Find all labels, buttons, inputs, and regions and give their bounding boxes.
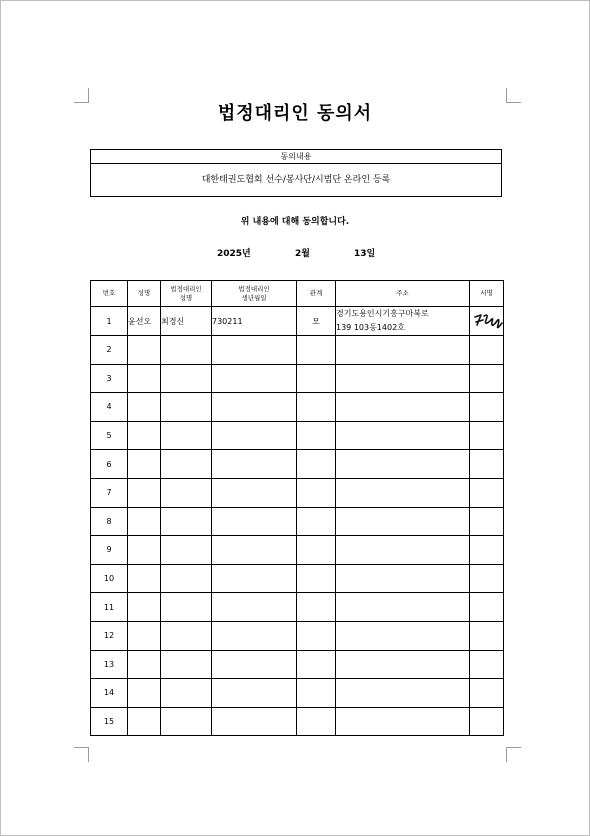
table-row (91, 593, 504, 622)
row-address (336, 564, 470, 593)
row-guardian-name (161, 707, 212, 736)
address-line1: 경기도용인시기흥구마북로 (336, 309, 429, 318)
row-guardian-name (161, 336, 212, 365)
table-row (91, 507, 504, 536)
row-number: 14 (91, 679, 128, 708)
table-row (91, 707, 504, 736)
row-guardian-birth (212, 507, 297, 536)
row-guardian-name (161, 507, 212, 536)
row-address (336, 393, 470, 422)
row-relation (297, 507, 336, 536)
row-relation (297, 593, 336, 622)
row-name (128, 336, 161, 365)
row-name (128, 650, 161, 679)
row-relation (297, 536, 336, 565)
row-number: 13 (91, 650, 128, 679)
row-signature (470, 593, 504, 622)
row-guardian-name (161, 393, 212, 422)
row-signature (470, 507, 504, 536)
row-address (336, 650, 470, 679)
row-address (336, 478, 470, 507)
guardian-table (90, 280, 504, 736)
row-signature (470, 564, 504, 593)
row-relation (297, 707, 336, 736)
row-name (128, 593, 161, 622)
row-signature (470, 650, 504, 679)
row-guardian-birth (212, 650, 297, 679)
consent-header: 동의내용 (91, 150, 501, 164)
row-guardian-birth (212, 336, 297, 365)
row-guardian-birth (212, 707, 297, 736)
row-number: 10 (91, 564, 128, 593)
row-address (336, 707, 470, 736)
row-relation (297, 336, 336, 365)
row-guardian-name: 최경신 (161, 307, 212, 336)
address-line2: 139 103동1402호 (336, 323, 405, 332)
row-number: 7 (91, 478, 128, 507)
row-guardian-birth: 730211 (212, 307, 297, 336)
row-guardian-birth (212, 421, 297, 450)
row-number: 2 (91, 336, 128, 365)
row-guardian-birth (212, 536, 297, 565)
row-number: 1 (91, 307, 128, 336)
header-address: 주소 (336, 281, 470, 307)
row-name (128, 621, 161, 650)
row-number: 4 (91, 393, 128, 422)
consent-box (90, 149, 502, 197)
row-guardian-birth (212, 478, 297, 507)
date-month: 2월 (295, 249, 310, 259)
consent-body: 대한태권도협회 선수/봉사단/시범단 온라인 등록 (201, 175, 391, 185)
row-signature (470, 450, 504, 479)
row-relation (297, 564, 336, 593)
row-guardian-name (161, 593, 212, 622)
row-guardian-birth (212, 564, 297, 593)
header-guardian-name (161, 281, 212, 307)
row-relation (297, 393, 336, 422)
row-number: 11 (91, 593, 128, 622)
table-row (91, 679, 504, 708)
crop-mark-bottom-right (506, 747, 521, 762)
row-number: 8 (91, 507, 128, 536)
header-guardian-birth-line2: 생년월일 (241, 293, 267, 302)
table-row (91, 364, 504, 393)
row-signature (470, 421, 504, 450)
row-guardian-birth (212, 679, 297, 708)
row-guardian-birth (212, 593, 297, 622)
table-row (91, 393, 504, 422)
row-address (336, 421, 470, 450)
row-guardian-birth (212, 393, 297, 422)
header-guardian-name-line1: 법정대리인 (170, 284, 202, 293)
header-name: 성명 (128, 281, 161, 307)
row-guardian-name (161, 364, 212, 393)
row-relation (297, 421, 336, 450)
row-signature (470, 336, 504, 365)
table-row (91, 478, 504, 507)
row-guardian-name (161, 621, 212, 650)
header-guardian-birth-line1: 법정대리인 (238, 284, 270, 293)
row-signature (470, 478, 504, 507)
row-guardian-name (161, 421, 212, 450)
row-number: 9 (91, 536, 128, 565)
row-address (336, 536, 470, 565)
row-relation (297, 679, 336, 708)
row-address (336, 307, 470, 336)
row-number: 12 (91, 621, 128, 650)
row-guardian-name (161, 679, 212, 708)
row-signature (470, 707, 504, 736)
row-signature (470, 679, 504, 708)
row-name (128, 536, 161, 565)
table-row (91, 621, 504, 650)
table-row (91, 307, 504, 336)
row-name (128, 478, 161, 507)
row-address (336, 507, 470, 536)
row-number: 3 (91, 364, 128, 393)
row-name (128, 421, 161, 450)
row-address (336, 364, 470, 393)
row-number: 5 (91, 421, 128, 450)
date-day: 13일 (354, 249, 376, 259)
row-relation (297, 478, 336, 507)
table-header-row (91, 281, 504, 307)
signature-mark (472, 309, 506, 333)
row-relation (297, 450, 336, 479)
row-address (336, 621, 470, 650)
row-name (128, 507, 161, 536)
row-name (128, 364, 161, 393)
row-guardian-birth (212, 364, 297, 393)
row-relation (297, 621, 336, 650)
row-signature (470, 393, 504, 422)
row-relation (297, 650, 336, 679)
row-signature (470, 364, 504, 393)
row-name (128, 707, 161, 736)
header-guardian-birth (212, 281, 297, 307)
date-year: 2025년 (217, 249, 251, 259)
row-number: 15 (91, 707, 128, 736)
agree-statement: 위 내용에 대해 동의합니다. (240, 217, 350, 227)
table-row (91, 536, 504, 565)
row-guardian-birth (212, 450, 297, 479)
row-signature (470, 621, 504, 650)
row-signature (470, 307, 504, 336)
header-signature: 서명 (470, 281, 504, 307)
row-guardian-name (161, 650, 212, 679)
row-number: 6 (91, 450, 128, 479)
row-address (336, 450, 470, 479)
table-row (91, 421, 504, 450)
row-guardian-name (161, 450, 212, 479)
row-guardian-name (161, 536, 212, 565)
row-name: 윤선오 (128, 307, 161, 336)
row-name (128, 393, 161, 422)
row-relation: 모 (297, 307, 336, 336)
row-address (336, 679, 470, 708)
crop-mark-bottom-left (74, 747, 89, 762)
header-relation: 관계 (297, 281, 336, 307)
table-row (91, 450, 504, 479)
row-guardian-birth (212, 621, 297, 650)
row-name (128, 679, 161, 708)
header-number: 번호 (91, 281, 128, 307)
row-address (336, 593, 470, 622)
header-guardian-name-line2: 성명 (179, 293, 193, 302)
row-name (128, 450, 161, 479)
row-guardian-name (161, 478, 212, 507)
table-row (91, 650, 504, 679)
row-address (336, 336, 470, 365)
document-title: 법정대리인 동의서 (217, 103, 373, 124)
row-signature (470, 536, 504, 565)
row-guardian-name (161, 564, 212, 593)
table-row (91, 336, 504, 365)
row-name (128, 564, 161, 593)
row-relation (297, 364, 336, 393)
table-row (91, 564, 504, 593)
